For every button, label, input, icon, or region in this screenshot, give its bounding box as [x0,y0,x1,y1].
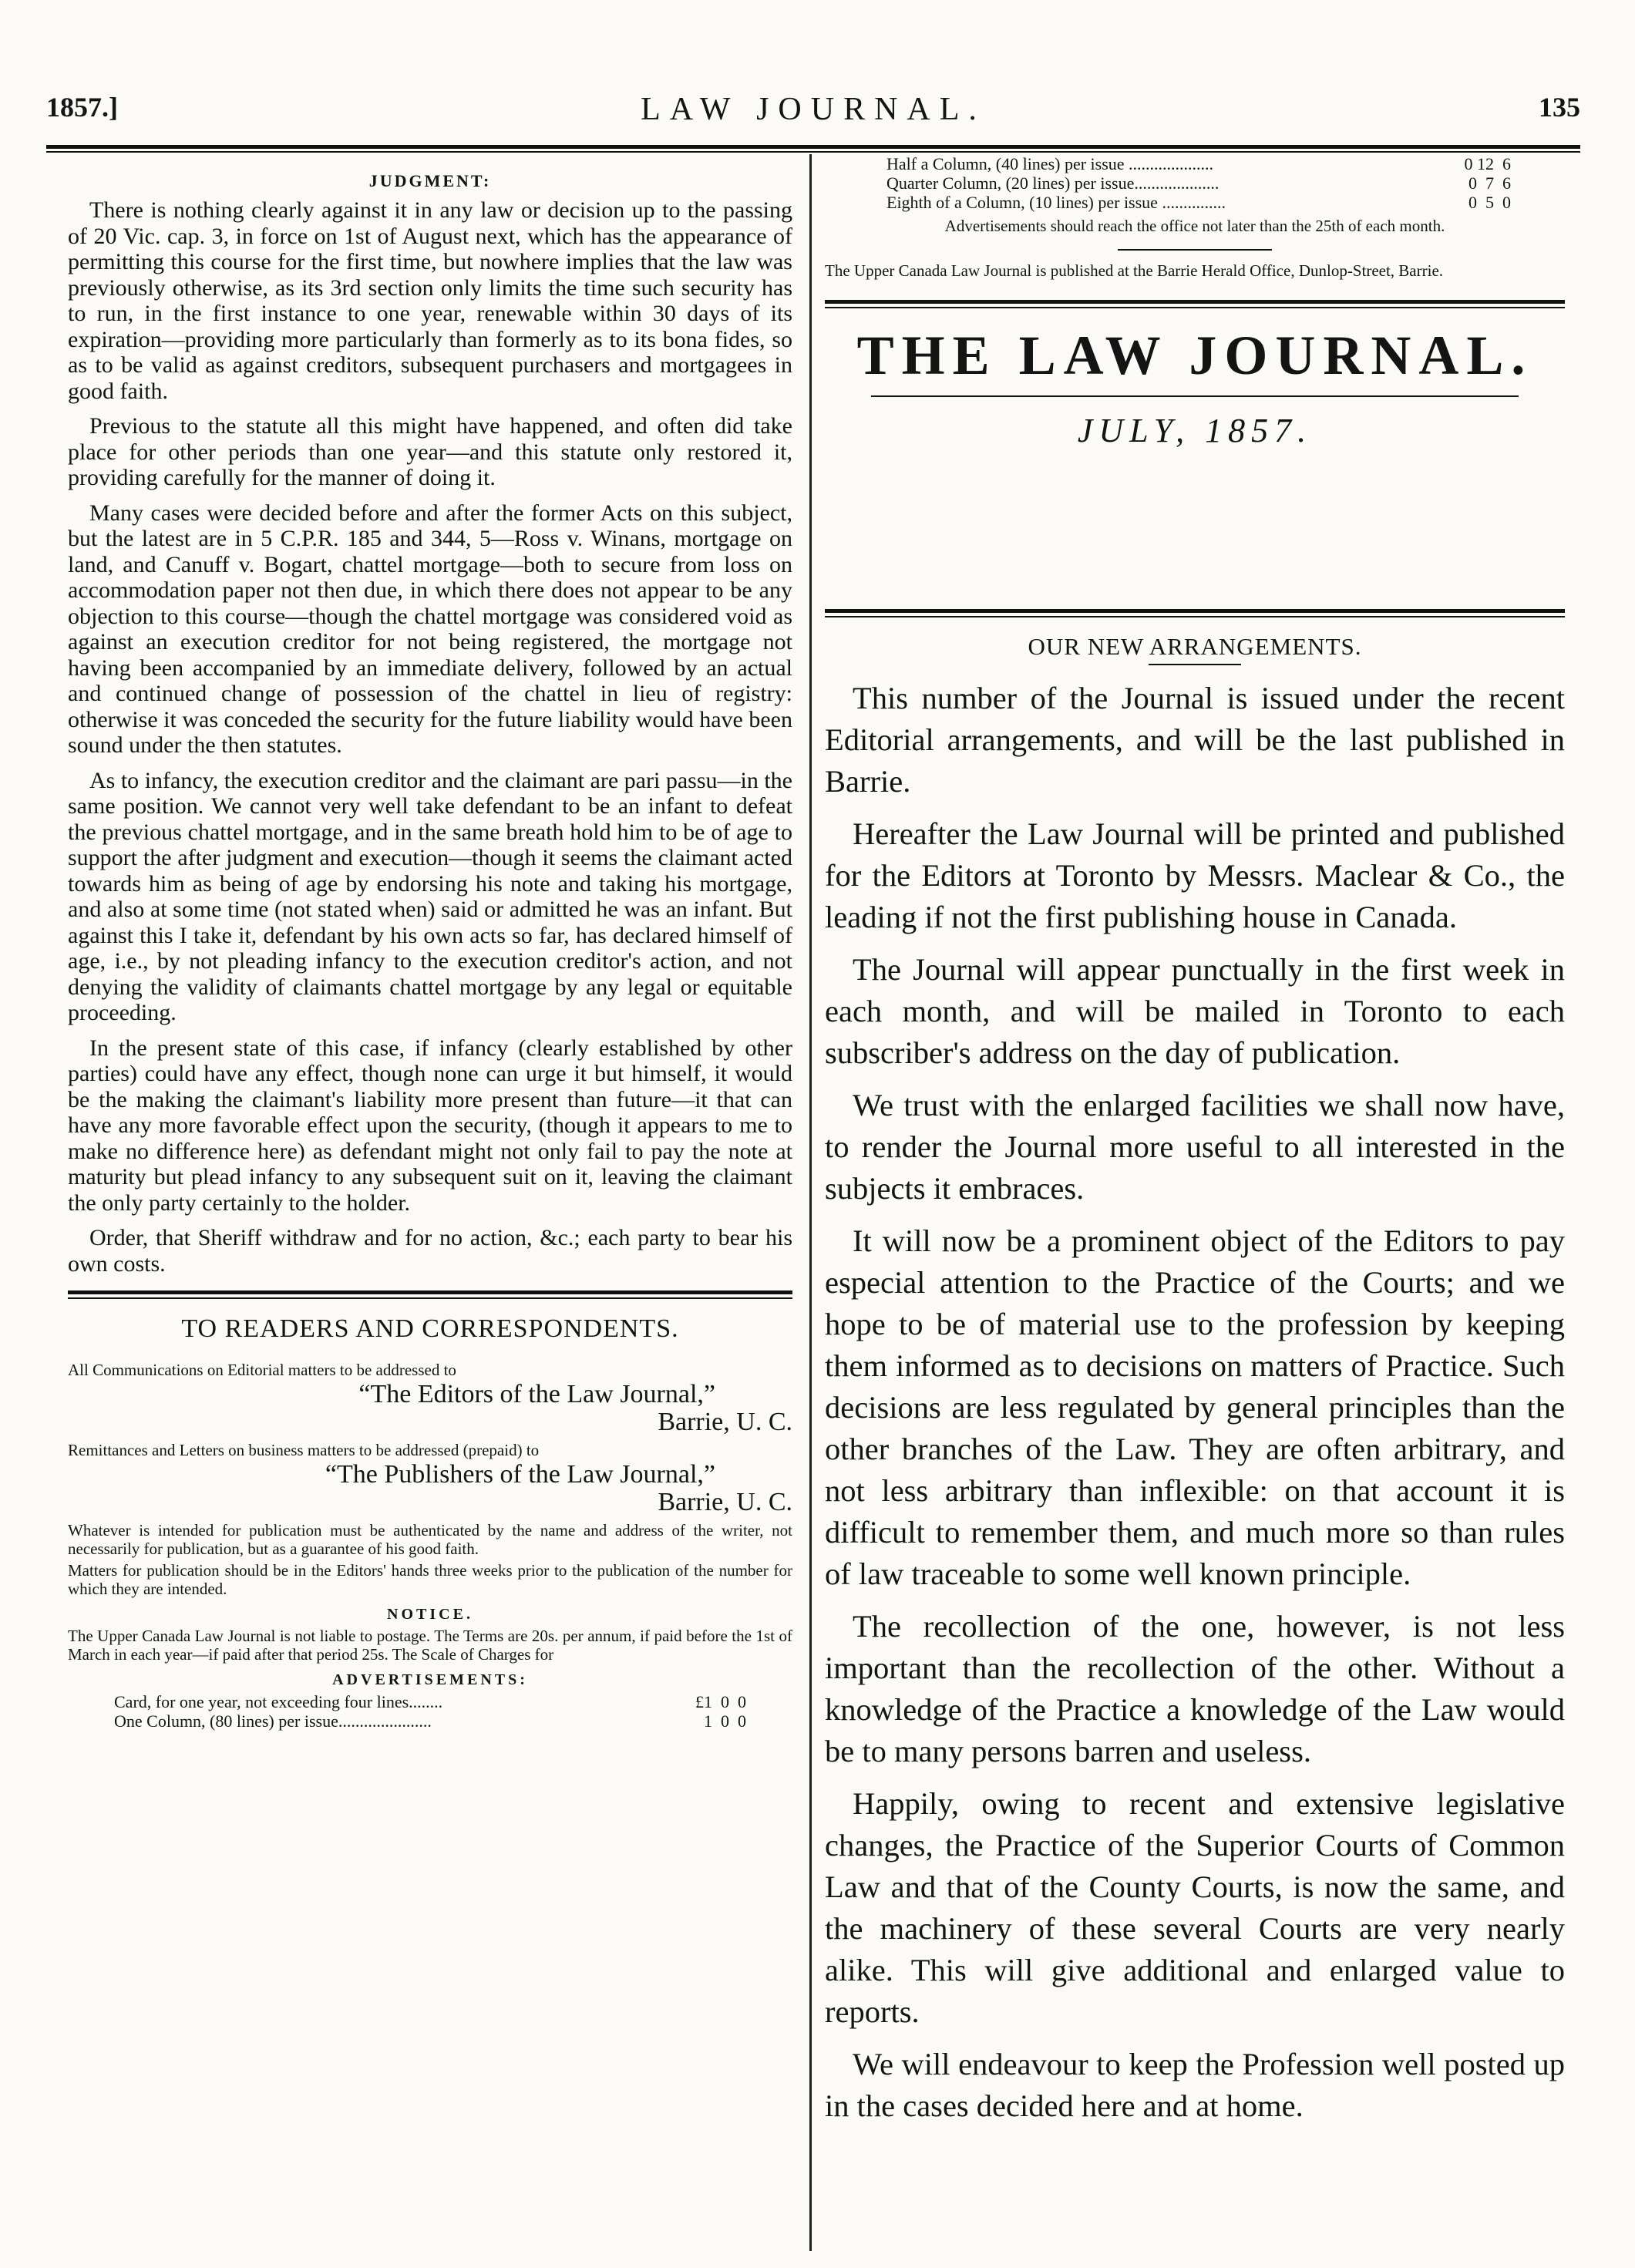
header-year: 1857.] [46,92,118,123]
judgment-paragraph: Previous to the statute all this might have happened, and often did take place for other periods than one year—and this statute only restored it, providing carefully for the manner of doing it. [68,413,792,490]
rate-value: £1 0 0 [695,1692,746,1711]
business-instructions: Remittances and Letters on business matters to be addressed (prepaid) to [68,1441,540,1459]
running-header [46,91,1580,145]
rate-label: Half a Column, (40 lines) per issue .................... [886,154,1214,173]
publishers-address [68,1461,792,1516]
editors-address [68,1381,792,1436]
masthead: THE LAW JOURNAL. [856,325,1533,386]
judgment-paragraph: In the present state of this case, if infancy (clearly established by other parties) could have any effect, though none can urge it but himself, it would be the making the claimant's liability more present than future—it that can have any more favorable effect upon the security, (though it appears to me to make no difference here) as defendant might not only fail to pay the note at maturity but plead infancy to any subsequent suit on it, leaving the claimant the only party certainly to the holder. [68,1035,792,1216]
publishers-address-place: Barrie, U. C. [658,1488,792,1516]
rate-row [886,193,1511,212]
rates-table-left [68,1692,792,1731]
page-number: 135 [1539,92,1580,123]
editorial-instructions: All Communications on Editorial matters to be addressed to [68,1361,456,1379]
publication-notes [68,1521,792,1598]
rate-value: 1 0 0 [704,1711,746,1731]
rate-label: Eighth of a Column, (10 lines) per issue ............... [886,193,1226,212]
editors-address-line: “The Editors of the Law Journal,” [358,1380,715,1408]
publishers-address-line: “The Publishers of the Law Journal,” [325,1460,715,1489]
title-underline [1149,664,1241,665]
editors-address-place: Barrie, U. C. [658,1408,792,1436]
article-paragraph: The Journal will appear punctually in the first week in each month, and will be mailed in Toronto to each subscriber's address on the day of publication. [825,952,1565,1070]
article-paragraph: We trust with the enlarged facilities we shall now have, to render the Journal more useful to all interested in the subjects it embraces. [825,1088,1565,1206]
masthead-top-rule [825,300,1565,308]
rate-row [114,1692,746,1711]
judgment-paragraph: As to infancy, the execution creditor and the claimant are pari passu—in the same position. We cannot very well take defendant to be an infant to defeat the previous chattel mortgage, and in the same breath hold him to be of age to support the after judgment and execution—though it seems the claimant acted towards him as being of age by endorsing his note and taking his mortgage, and also at some time (not stated when) said or admitted he was an infant. But against this I take it, defendant by his own acts so far, has declared himself of age, i.e., by not pleading infancy to the execution creditor's action, and not denying the validity of claimants chattel mortgage by any legal or equitable proceeding. [68,767,792,1025]
masthead-bottom-rule [871,395,1519,397]
column-divider [809,154,812,2251]
article-paragraph: It will now be a prominent object of the Editors to pay especial attention to the Practice of the Courts; and we hope to be of material use to the profession by keeping them informed as to decisions on matters of Practice. Such decisions are less regulated by general principles than the other branches of the Law. They are often arbitrary, and not less arbitrary than inflexible: on that account it is difficult to remember them, and much more so than rules of law traceable to some well known principle. [825,1223,1565,1591]
notice-text: The Upper Canada Law Journal is not liable to postage. The Terms are 20s. per annum, if paid before the 1st of March in each year—if paid after that period 25s. The Scale of Charges for [68,1627,792,1664]
article-title: OUR NEW ARRANGEMENTS. [1028,633,1362,660]
judgment-heading: JUDGMENT: [368,171,492,190]
rates-table-right [825,154,1565,212]
rate-row [114,1711,746,1731]
publisher-note: The Upper Canada Law Journal is published at the Barrie Herald Office, Dunlop-Street, Barrie. [825,261,1444,280]
rate-row [886,173,1511,193]
rate-label: Quarter Column, (20 lines) per issue.................... [886,173,1220,193]
readers-section-title: TO READERS AND CORRESPONDENTS. [181,1314,679,1343]
judgment-paragraph: There is nothing clearly against it in any law or decision up to the passing of 20 Vic. cap. 3, in force on 1st of August next, which has the appearance of permitting this course for the first time, but nowhere implies that the law was previously otherwise, as its 3rd section only limits the time such security has to run, in the first instance to one year, renewable within 30 days of its expiration—providing more particularly than formerly as to its bona fides, so as to be valid as against creditors, subsequent purchasers and mortgagees in good faith. [68,197,792,404]
judgment-text [68,197,792,1277]
rate-value: 0 12 6 [1464,154,1511,173]
article-paragraph: Hereafter the Law Journal will be printed and published for the Editors at Toronto by Messrs. Maclear & Co., the leading if not the first publishing house in Canada. [825,816,1565,934]
article-paragraph: This number of the Journal is issued under the recent Editorial arrangements, and will be the last published in Barrie. [825,681,1565,799]
rate-value: 0 5 0 [1468,193,1511,212]
article-body [825,678,1565,2127]
rate-label: Card, for one year, not exceeding four lines........ [114,1692,443,1711]
article-paragraph: We will endeavour to keep the Profession well posted up in the cases decided here and at home. [825,2047,1565,2123]
article-paragraph: The recollection of the one, however, is not less important than the recollection of the other. Without a knowledge of the Practice a knowledge of the Law would be to many persons barren and useless. [825,1609,1565,1768]
article-paragraph: Happily, owing to recent and extensive legislative changes, the Practice of the Superior Courts of Common Law and that of the County Courts, is now the same, and the machinery of these several Courts are very nearly alike. This will give additional and enlarged value to reports. [825,1786,1565,2029]
notice-heading: NOTICE. [387,1606,473,1623]
issue-date: JULY, 1857. [1077,412,1313,449]
rate-row [886,154,1511,173]
advertisements-heading: ADVERTISEMENTS: [332,1671,528,1688]
judgment-paragraph: Order, that Sheriff withdraw and for no action, &c.; each party to bear his own costs. [68,1225,792,1277]
article-top-rule [825,609,1565,617]
right-column [825,609,1565,2138]
judgment-paragraph: Many cases were decided before and after the former Acts on this subject, but the latest are in 5 C.P.R. 185 and 344, 5—Ross v. Winans, mortgage on land, and Canuff v. Bogart, chattel mortgage—both to secure from loss on accommodation paper not then due, in which there does not appear to be any objection to this course—though the chattel mortgage was considered void as against an execution creditor for not being registered, the mortgage not having been accompanied by an immediate delivery, followed by an actual and continued change of possession of the chattel in lieu of registry: otherwise it was conceded the security for the future liability would have been sound under the then statutes. [68,500,792,758]
authentication-note: Whatever is intended for publication must be authenticated by the name and address of the writer, not necessarily for publication, but as a guarantee of his good faith. [68,1521,792,1558]
section-rule [68,1290,792,1299]
rate-label: One Column, (80 lines) per issue...................... [114,1711,432,1731]
header-rule [46,145,1580,153]
left-column [68,171,792,1731]
short-rule [1118,249,1272,251]
header-title: LAW JOURNAL. [641,92,986,127]
ads-deadline: Advertisements should reach the office not later than the 25th of each month. [944,217,1445,235]
right-top-block [825,154,1565,450]
rate-value: 0 7 6 [1468,173,1511,193]
deadline-note: Matters for publication should be in the Editors' hands three weeks prior to the publication of the number for which they are intended. [68,1561,792,1598]
